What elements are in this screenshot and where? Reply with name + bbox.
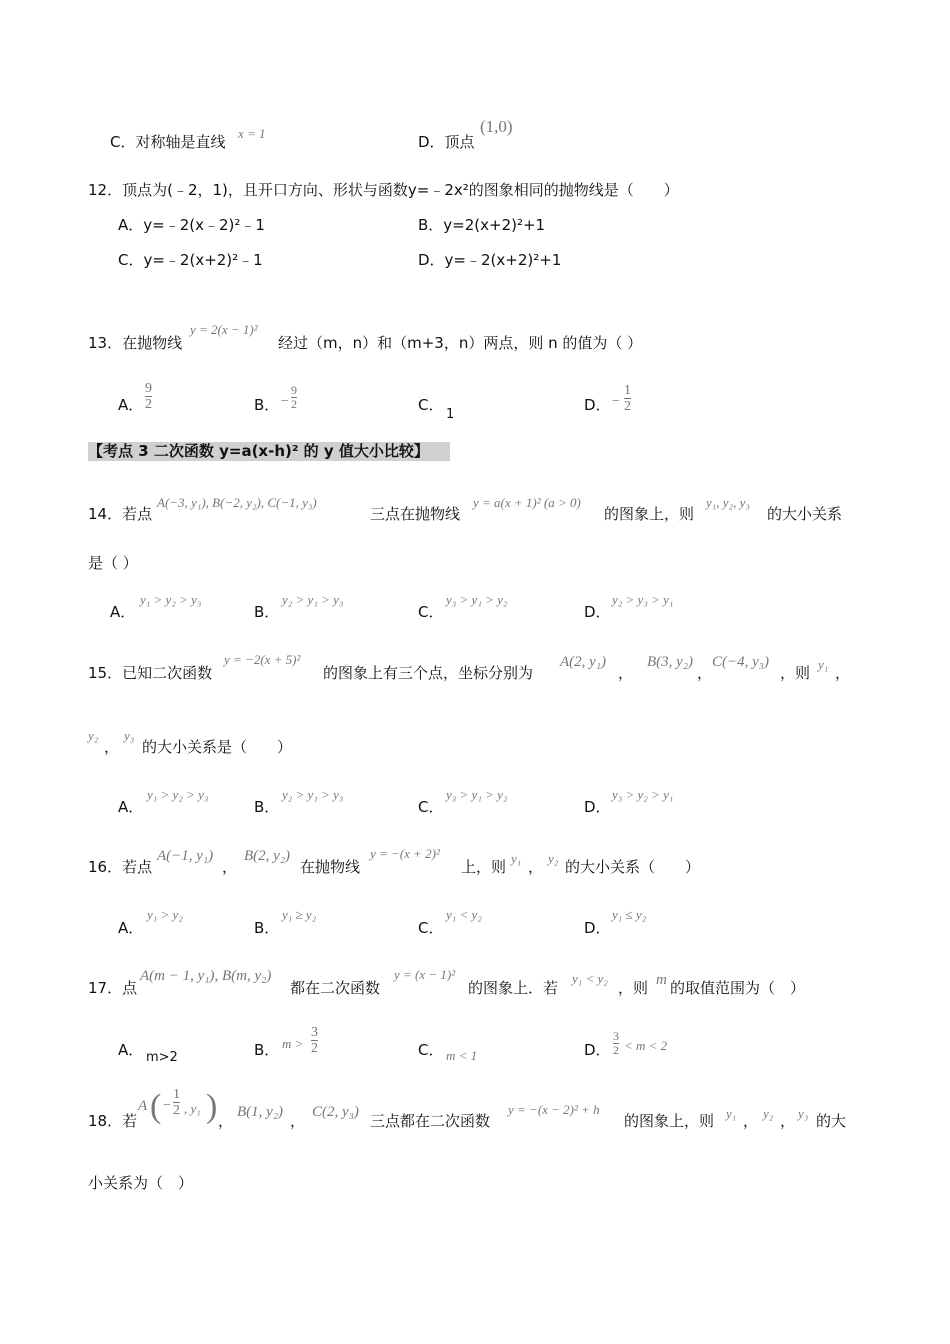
q13-stem-math: y = 2(x − 1)² [190,322,258,337]
q14-stem-pre: 14．若点 [88,505,153,523]
q17-option-d-num: 3 [613,1029,619,1043]
q18-y2: y₂ [763,1106,774,1121]
q15-point-b: B(3, y₂) [647,654,694,670]
q17-function: y = (x − 1)² [394,967,456,982]
q14-option-b-label: B． [254,603,280,621]
q15-option-a-label: A． [118,798,144,816]
q18-point-a-letter: A [138,1098,148,1114]
q17-option-b-den: 2 [311,1041,318,1056]
q13-option-b-minus: − [281,394,289,409]
q15-comma-1: ， [618,664,634,682]
q17-option-d-label: D． [584,1041,611,1059]
q11-option-c-math: x = 1 [238,126,266,141]
q11-option-c-label: C．对称轴是直线 [110,133,226,151]
q13-stem-post: 经过（m，n）和（m+3，n）两点，则 n 的值为（ ） [278,334,643,352]
q16-stem-mid: 在抛物线 [300,858,361,876]
q17-m: m [656,972,667,988]
q16-option-a-math: y₁ > y₂ [147,907,183,922]
q18-stem-line2: 小关系为（ ） [88,1174,194,1192]
q15-y3: y₃ [124,728,135,743]
q15-option-d-label: D． [584,798,611,816]
q18-point-a-fraction [173,1087,180,1118]
q16-option-c-label: C． [418,919,444,937]
q16-point-b: B(2, y₂) [244,848,291,864]
q18-y1: y₁ [726,1106,737,1121]
q15-then: ，则 [780,664,811,682]
q15-option-c-math: y₃ > y₁ > y₂ [446,787,508,802]
q18-point-a-den: 2 [173,1103,180,1118]
q16-comma-2: ， [528,858,544,876]
q15-y1: y₁ [818,657,829,672]
q14-option-b-math: y₂ > y₁ > y₃ [282,592,344,607]
q17-option-a-value: m>2 [146,1050,178,1065]
q16-comma-1: ， [222,858,238,876]
q15-function: y = −2(x + 5)² [224,652,301,667]
q17-option-a-label: A． [118,1041,144,1059]
q13-option-b-label: B． [254,396,280,414]
q16-stem-mid2: 上，则 [461,858,507,876]
q15-comma-2: ， [697,664,713,682]
q14-stem-post: 的大小关系 [767,505,843,523]
q13-option-b-fraction [291,384,297,411]
q18-stem-post: 的大 [816,1112,847,1130]
q17-option-d-fraction [613,1030,619,1057]
q14-stem-mid: 三点在抛物线 [370,505,461,523]
q13-option-d-label: D． [584,396,611,414]
q16-parabola: y = −(x + 2)² [370,846,440,861]
q13-option-b-num: 9 [291,383,297,397]
q15-option-b-label: B． [254,798,280,816]
q15-comma-4: ， [104,738,120,756]
q12-option-d: D．y=﹣2(x+2)²+1 [418,251,562,269]
q17-stem-pre: 17．点 [88,979,138,997]
q15-comma-3: ， [835,664,851,682]
q17-option-c-math: m < 1 [446,1048,478,1063]
q18-point-b: B(1, y₂) [237,1104,284,1120]
q18-comma-1: ， [218,1112,234,1130]
q17-condition: y₁ < y₂ [572,971,608,986]
q15-y2: y₂ [88,728,99,743]
q13-option-a-den: 2 [145,397,152,412]
q15-option-a-math: y₁ > y₂ > y₃ [147,787,209,802]
q18-point-a-minus: − [163,1098,171,1113]
q11-option-d-math: (1,0) [480,117,513,136]
q17-stem-post: 的取值范围为（ ） [670,979,806,997]
q15-stem-pre: 15．已知二次函数 [88,664,213,682]
q17-option-d-post: < m < 2 [624,1038,668,1053]
q12-option-b: B．y=2(x+2)²+1 [418,216,546,234]
q16-option-d-math: y₁ ≤ y₂ [612,907,647,922]
q15-option-b-math: y₂ > y₁ > y₃ [282,787,344,802]
q13-option-c-label: C． [418,396,444,414]
q17-stem-mid: 都在二次函数 [290,979,381,997]
q14-option-a-math: y₁ > y₂ > y₃ [140,592,202,607]
q17-option-b-label: B． [254,1041,280,1059]
q14-option-d-math: y₂ > y₃ > y₁ [612,592,674,607]
q18-point-a-lparen: ( [150,1088,162,1125]
q18-comma-4: ， [780,1112,796,1130]
q17-option-b-num: 3 [311,1025,318,1040]
q16-option-b-math: y₁ ≥ y₂ [282,907,317,922]
q12-stem: 12．顶点为(﹣2，1)，且开口方向、形状与函数y=﹣2x²的图象相同的抛物线是（ ） [88,181,679,199]
q15-stem-post: 的大小关系是（ ） [142,738,293,756]
q14-ys: y₁, y₂, y₃ [706,495,750,510]
q18-function: y = −(x − 2)² + h [508,1102,600,1117]
q18-point-c: C(2, y₃) [312,1104,359,1120]
q14-parabola: y = a(x + 1)² (a > 0) [473,495,581,510]
q16-option-d-label: D． [584,919,611,937]
q16-option-b-label: B． [254,919,280,937]
q13-option-b-den: 2 [291,397,297,411]
q13-option-d-den: 2 [624,399,631,414]
q13-stem-pre: 13．在抛物线 [88,334,183,352]
q15-point-a: A(2, y₁) [560,654,607,670]
q14-option-c-math: y₃ > y₁ > y₂ [446,592,508,607]
q13-option-d-fraction [624,383,631,414]
q16-stem-pre: 16．若点 [88,858,153,876]
q14-stem-mid2: 的图象上，则 [604,505,695,523]
q17-stem-mid3: ，则 [618,979,649,997]
q18-stem-mid: 三点都在二次函数 [370,1112,491,1130]
q18-comma-2: ， [290,1112,306,1130]
q15-point-c: C(−4, y₃) [712,654,769,670]
q14-stem-line2: 是（ ） [88,554,138,572]
q17-option-d-den: 2 [613,1043,619,1057]
q13-option-d-num: 1 [624,383,631,398]
q17-option-b-pre: m > [282,1036,304,1051]
q16-option-c-math: y₁ < y₂ [446,907,482,922]
q18-point-a-post: , y₁ [184,1101,201,1116]
q11-option-d-label: D．顶点 [418,133,475,151]
q13-option-a-fraction [145,381,152,412]
q15-option-d-math: y₃ > y₂ > y₁ [612,787,674,802]
q17-option-b-fraction [311,1025,318,1056]
q17-stem-mid2: 的图象上．若 [468,979,559,997]
q16-y2: y₂ [548,851,559,866]
q14-option-a-label: A． [110,603,136,621]
q18-comma-3: ， [743,1112,759,1130]
q15-option-c-label: C． [418,798,444,816]
q15-stem-mid: 的图象上有三个点，坐标分别为 [323,664,534,682]
q13-option-a-num: 9 [145,381,152,396]
q16-point-a: A(−1, y₁) [157,848,214,864]
q14-option-c-label: C． [418,603,444,621]
q16-option-a-label: A． [118,919,144,937]
q17-option-c-label: C． [418,1041,444,1059]
section-3-heading: 【考点 3 二次函数 y=a(x-h)² 的 y 值大小比较】 [88,442,450,461]
q13-option-a-label: A． [118,396,144,414]
q18-point-a-rparen: ) [206,1088,218,1125]
q16-y1: y₁ [511,851,522,866]
q13-option-c-value: 1 [446,407,455,422]
q18-stem-pre: 18．若 [88,1112,138,1130]
q18-y3: y₃ [798,1106,809,1121]
q18-stem-mid2: 的图象上，则 [624,1112,715,1130]
q12-option-a: A．y=﹣2(x﹣2)²﹣1 [118,216,265,234]
q14-option-d-label: D． [584,603,611,621]
q12-option-c: C．y=﹣2(x+2)²﹣1 [118,251,263,269]
q17-points: A(m − 1, y₁), B(m, y₂) [140,968,272,984]
q14-points: A(−3, y₁), B(−2, y₂), C(−1, y₃) [157,495,317,510]
q18-point-a-num: 1 [173,1087,180,1102]
q13-option-d-minus: − [612,394,620,409]
q16-stem-post: 的大小关系（ ） [565,858,701,876]
